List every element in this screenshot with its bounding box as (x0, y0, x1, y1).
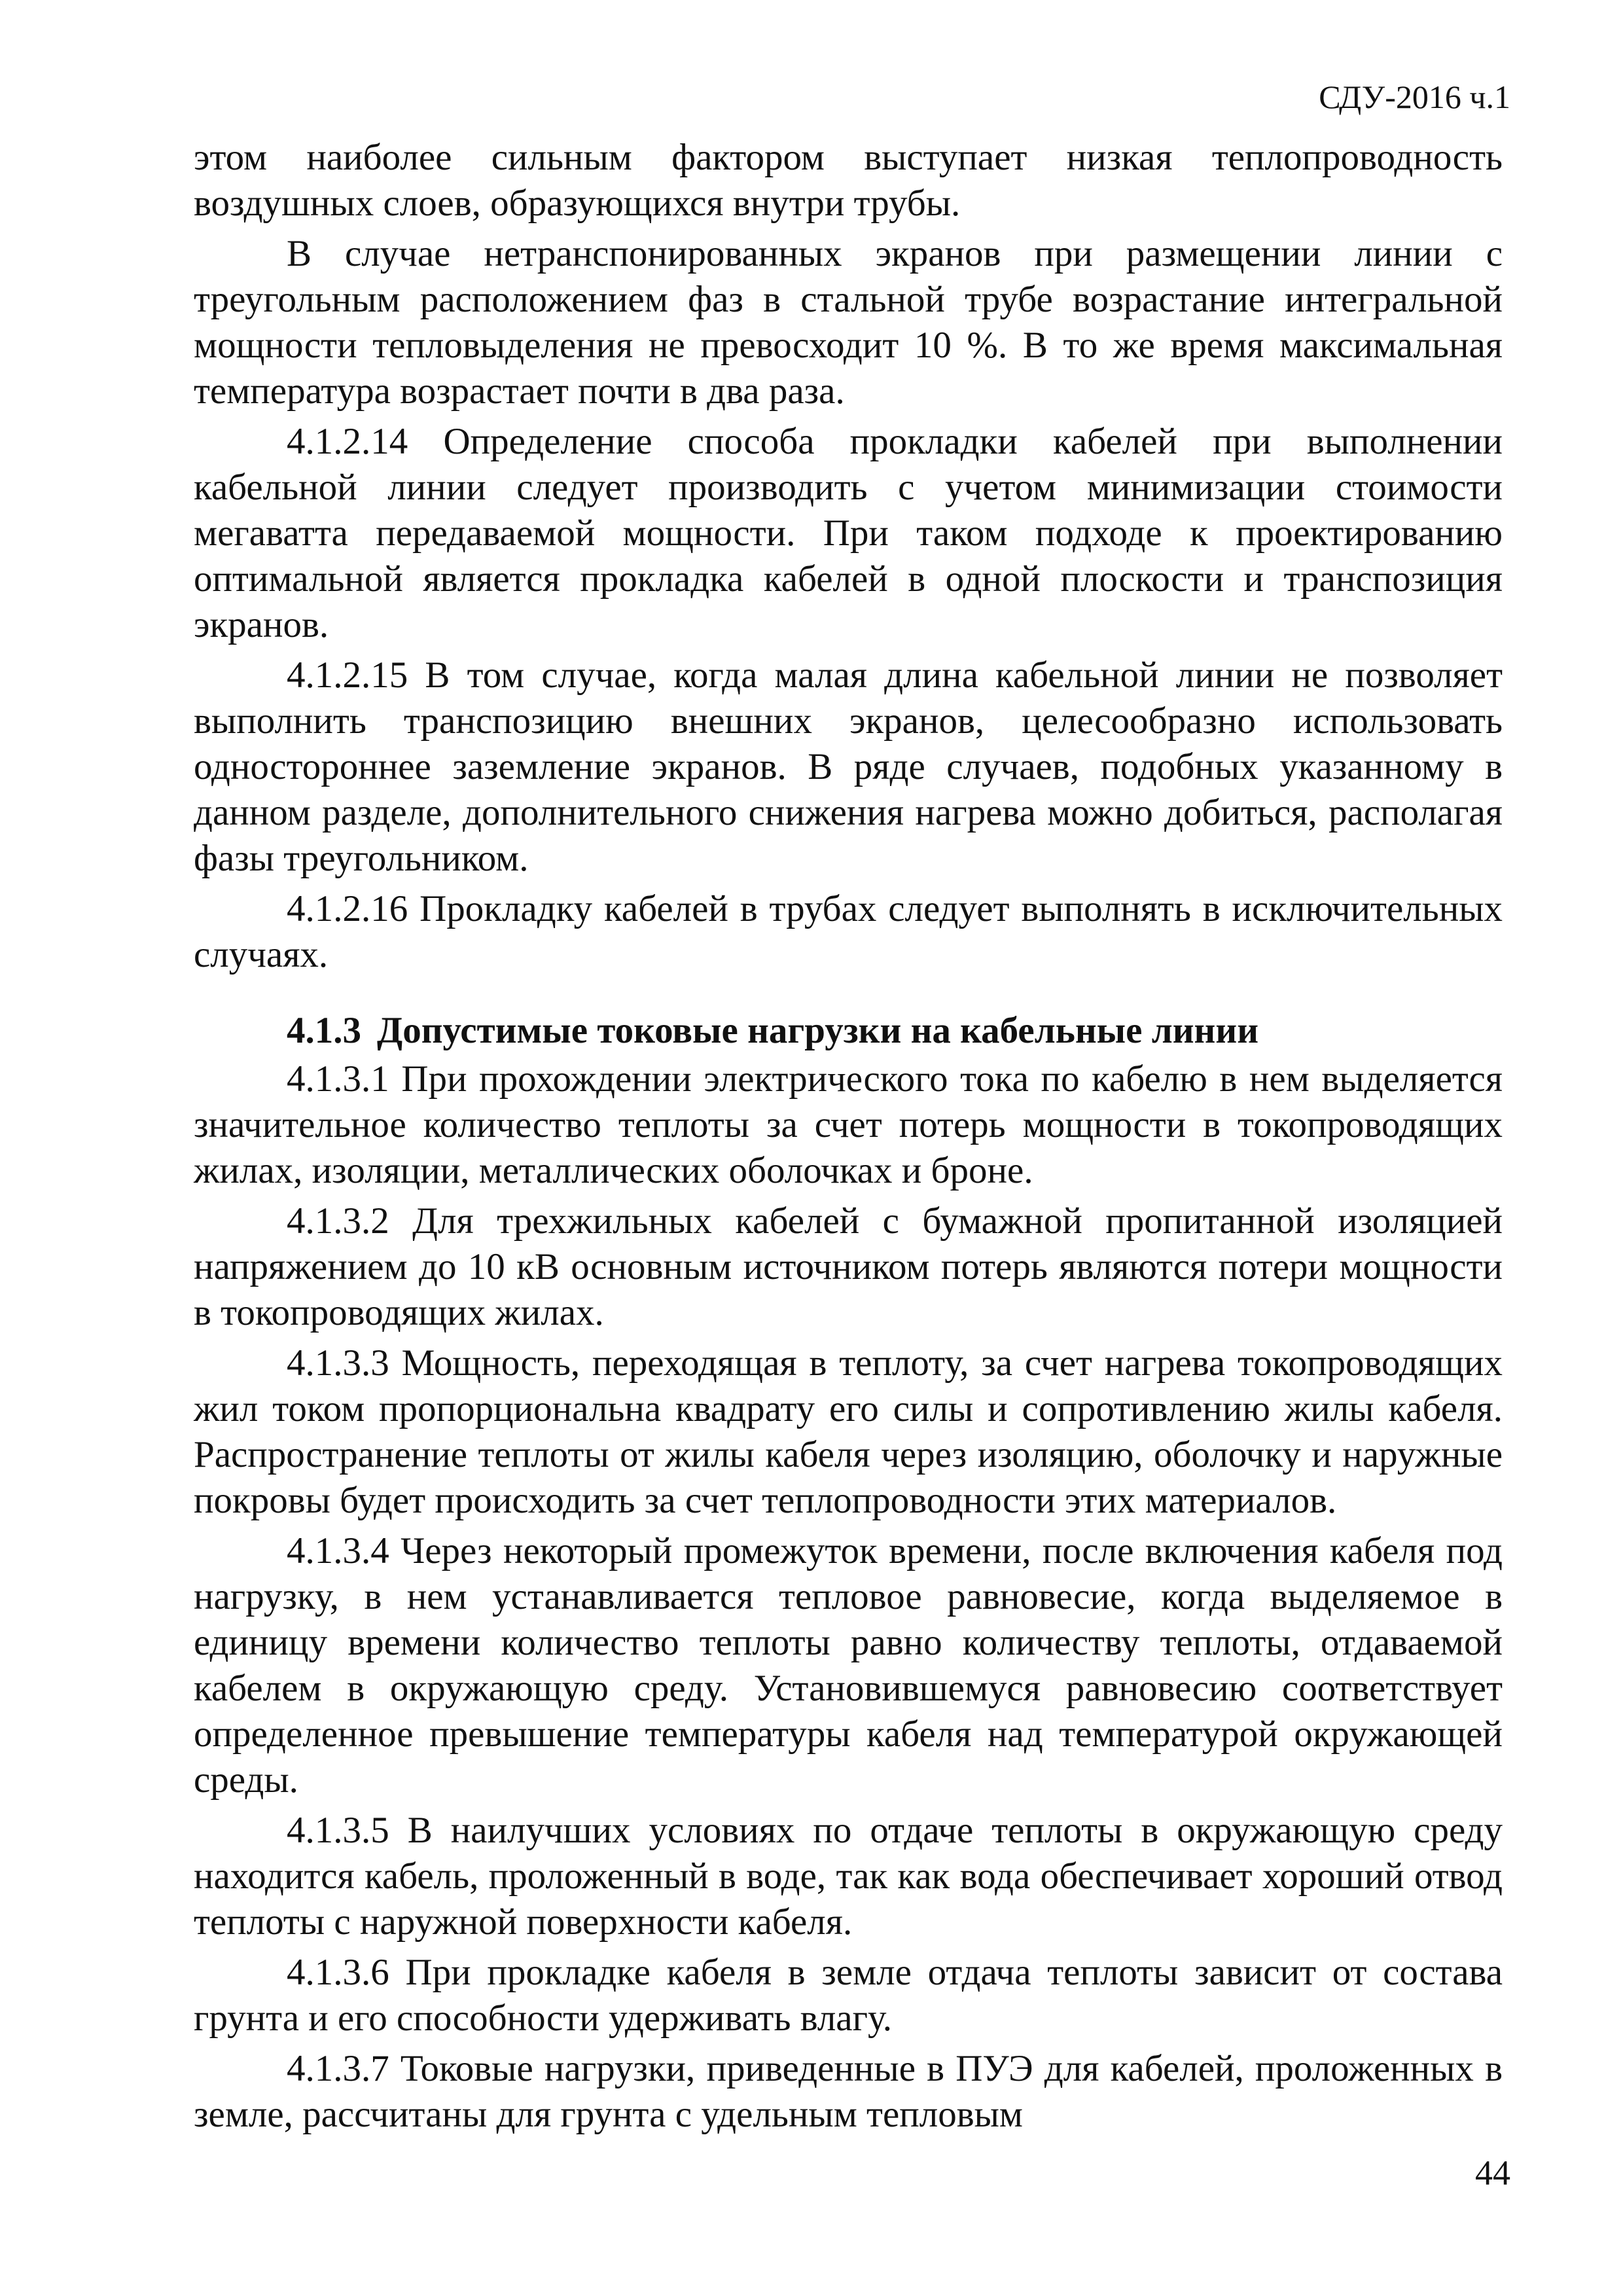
clause-number: 4.1.2.16 (287, 888, 408, 929)
clause-number: 4.1.3.7 (287, 2048, 389, 2089)
clause-number: 4.1.2.15 (287, 655, 408, 696)
section-title: Допустимые токовые нагрузки на кабельные линии (377, 1010, 1259, 1051)
document-code-header: СДУ-2016 ч.1 (1319, 79, 1510, 115)
clause-number: 4.1.3.6 (287, 1952, 389, 1993)
paragraph-continuation (194, 135, 1503, 226)
page-number: 44 (1475, 2153, 1510, 2193)
paragraph-4-1-3-6 (194, 1950, 1503, 2041)
paragraph-text: При прохождении электрического тока по кабелю в нем выделяется значительное количество теплоты за счет потерь мощности в токопроводящих жилах, изоляции, металлических оболочках и броне. (194, 1058, 1503, 1191)
document-body (194, 135, 1503, 2142)
paragraph-4-1-3-3 (194, 1340, 1503, 1524)
paragraph-4-1-3-4 (194, 1528, 1503, 1803)
section-heading (194, 1008, 1503, 1054)
paragraph-text: В том случае, когда малая длина кабельной линии не позволяет выполнить транспозицию внешних экранов, целесообразно использовать одностороннее заземление экранов. В ряде случаев, подобных указанному в данном разделе, дополнительного снижения нагрева можно добиться, располагая фазы треугольником. (194, 655, 1503, 879)
section-number: 4.1.3 (287, 1010, 361, 1051)
clause-number: 4.1.3.1 (287, 1058, 389, 1100)
paragraph-text: При прокладке кабеля в земле отдача теплоты зависит от состава грунта и его способности удерживать влагу. (194, 1952, 1503, 2039)
paragraph-4-1-3-1 (194, 1056, 1503, 1194)
clause-number: 4.1.3.5 (287, 1810, 389, 1851)
paragraph-4-1-3-7 (194, 2046, 1503, 2138)
paragraph-text: Определение способа прокладки кабелей при выполнении кабельной линии следует производить с учетом минимизации стоимости мегаватта передаваемой мощности. При таком подходе к проектированию оптимальной является прокладка кабелей в одной плоскости и транспозиция экранов. (194, 421, 1503, 645)
paragraph-4-1-2-15 (194, 653, 1503, 882)
clause-number: 4.1.3.3 (287, 1342, 389, 1384)
paragraph-4-1-2-14 (194, 419, 1503, 648)
paragraph-text: Мощность, переходящая в теплоту, за счет нагрева токопроводящих жил током пропорциональна квадрату его силы и сопротивлению жилы кабеля. Распространение теплоты от жилы кабеля через изоляцию, оболочку и наружные покровы будет происходить за счет теплопроводности этих материалов. (194, 1342, 1503, 1521)
paragraph-text: В наилучших условиях по отдаче теплоты в окружающую среду находится кабель, проложенный в воде, так как вода обеспечивает хороший отвод теплоты с наружной поверхности кабеля. (194, 1810, 1503, 1943)
paragraph-text: В случае нетранспонированных экранов при размещении линии с треугольным расположением фаз в стальной трубе возрастание интегральной мощности тепловыделения не превосходит 10 %. В то же время максимальная температура возрастает почти в два раза. (194, 233, 1503, 412)
paragraph-nontransposed-screens (194, 231, 1503, 414)
clause-number: 4.1.2.14 (287, 421, 408, 462)
clause-number: 4.1.3.2 (287, 1200, 389, 1242)
clause-number: 4.1.3.4 (287, 1530, 389, 1571)
paragraph-4-1-3-2 (194, 1198, 1503, 1336)
paragraph-text: Токовые нагрузки, приведенные в ПУЭ для кабелей, проложенных в земле, рассчитаны для грунта с удельным тепловым (194, 2048, 1503, 2135)
paragraph-text: Для трехжильных кабелей с бумажной пропитанной изоляцией напряжением до 10 кВ основным источником потерь являются потери мощности в токопроводящих жилах. (194, 1200, 1503, 1333)
paragraph-text: этом наиболее сильным фактором выступает низкая теплопроводность воздушных слоев, образующихся внутри трубы. (194, 137, 1503, 224)
paragraph-4-1-2-16 (194, 886, 1503, 978)
paragraph-text: Через некоторый промежуток времени, после включения кабеля под нагрузку, в нем устанавливается тепловое равновесие, когда выделяемое в единицу времени количество теплоты равно количеству теплоты, отдаваемой кабелем в окружающую среду. Установившемуся равновесию соответствует определенное превышение температуры кабеля над температурой окружающей среды. (194, 1530, 1503, 1801)
paragraph-4-1-3-5 (194, 1808, 1503, 1945)
paragraph-text: Прокладку кабелей в трубах следует выполнять в исключительных случаях. (194, 888, 1503, 975)
